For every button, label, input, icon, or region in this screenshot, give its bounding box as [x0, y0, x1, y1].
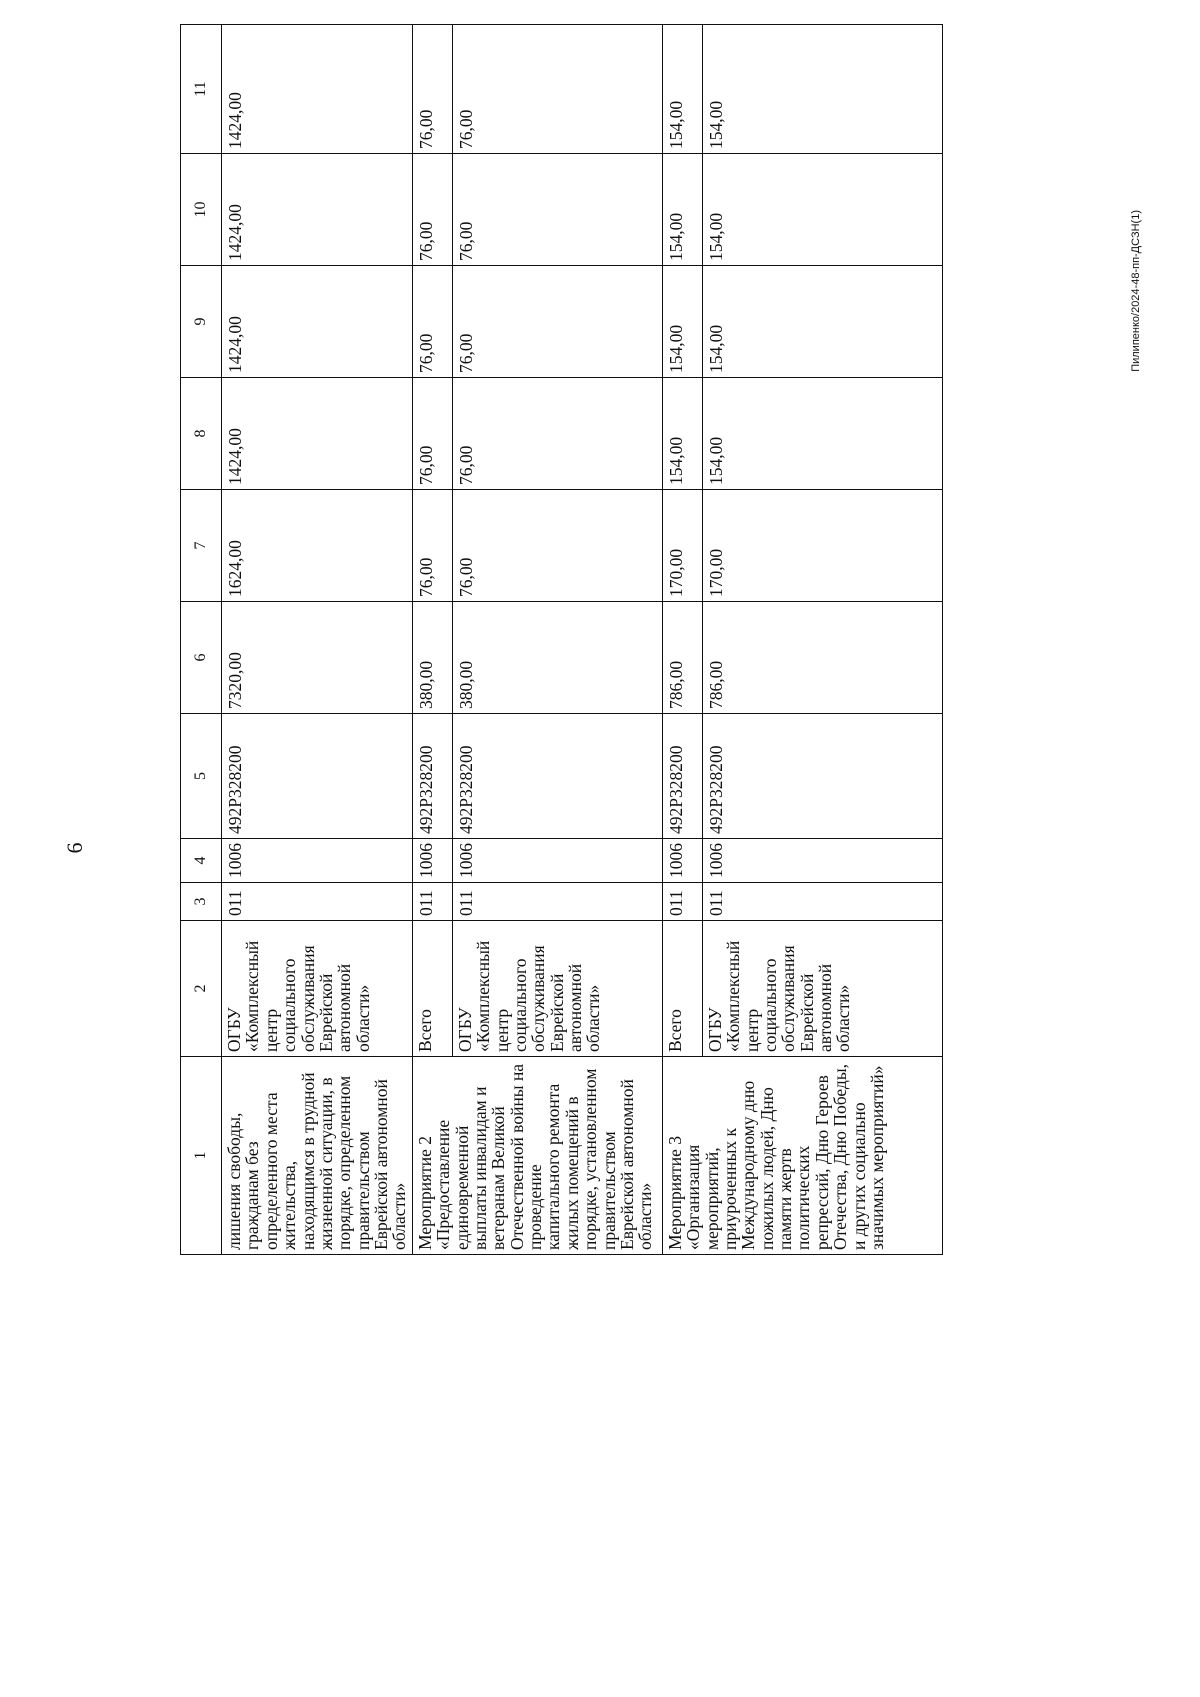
year-cell: 76,00 — [412, 154, 452, 266]
total-cell: 786,00 — [662, 602, 702, 714]
year-cell: 154,00 — [702, 154, 942, 266]
code-cell: 011 — [412, 883, 452, 921]
table-header-row — [181, 25, 222, 1255]
header-cell: 5 — [181, 714, 222, 839]
activity-cell: Мероприятие 2 «Предоставление единовременной выплаты инвалидам и ветеранам Великой Отечественной войны на проведение капитального ремонта жилых помещений в порядке, установленном правительством Еврейской автономной области» — [412, 1057, 662, 1255]
executor-cell: Всего — [412, 921, 452, 1057]
year-cell: 1424,00 — [222, 378, 413, 490]
table-row — [412, 25, 452, 1255]
year-cell: 76,00 — [452, 266, 662, 378]
header-cell: 11 — [181, 25, 222, 154]
year-cell: 1424,00 — [222, 25, 413, 154]
section-cell: 1006 — [452, 839, 662, 883]
table-row — [662, 25, 702, 1255]
year-cell: 154,00 — [662, 154, 702, 266]
year-cell: 170,00 — [702, 490, 942, 602]
rotated-table-container — [180, 25, 1035, 1255]
executor-cell: ОГБУ «Комплексный центр социального обслуживания Еврейской автономной области» — [702, 921, 942, 1057]
year-cell: 76,00 — [412, 25, 452, 154]
year-cell: 170,00 — [662, 490, 702, 602]
total-cell: 380,00 — [452, 602, 662, 714]
executor-cell: ОГБУ «Комплексный центр социального обслуживания Еврейской автономной области» — [452, 921, 662, 1057]
year-cell: 1624,00 — [222, 490, 413, 602]
table-row — [222, 25, 413, 1255]
year-cell: 76,00 — [452, 25, 662, 154]
year-cell: 1424,00 — [222, 154, 413, 266]
header-cell: 4 — [181, 839, 222, 883]
year-cell: 154,00 — [702, 266, 942, 378]
code-cell: 011 — [702, 883, 942, 921]
year-cell: 154,00 — [662, 266, 702, 378]
total-cell: 786,00 — [702, 602, 942, 714]
activity-cell: Мероприятие 3 «Организация мероприятий, приуроченных к Международному дню пожилых людей, Дню памяти жертв политических репрессий, Дню Героев Отечества, Дню Победы, и других социально значимых мероприятий» — [662, 1057, 942, 1255]
year-cell: 1424,00 — [222, 266, 413, 378]
page-number: 6 — [62, 842, 87, 854]
header-cell: 8 — [181, 378, 222, 490]
header-cell: 6 — [181, 602, 222, 714]
budget-table — [180, 24, 943, 1255]
header-cell: 7 — [181, 490, 222, 602]
target-code-cell: 492P328200 — [702, 714, 942, 839]
code-cell: 011 — [222, 883, 413, 921]
year-cell: 76,00 — [452, 490, 662, 602]
target-code-cell: 492P328200 — [412, 714, 452, 839]
footer-text: Пилипенко/2024-48-пп-ДСЗН(1) — [1130, 210, 1142, 372]
target-code-cell: 492P328200 — [222, 714, 413, 839]
header-cell: 10 — [181, 154, 222, 266]
header-cell: 3 — [181, 883, 222, 921]
target-code-cell: 492P328200 — [662, 714, 702, 839]
year-cell: 154,00 — [662, 25, 702, 154]
year-cell: 76,00 — [412, 490, 452, 602]
activity-cell: лишения свободы, гражданам без определенного места жительства, находящимся в трудной жизненной ситуации, в порядке, определенном правительством Еврейской автономной области» — [222, 1057, 413, 1255]
year-cell: 154,00 — [662, 378, 702, 490]
year-cell: 76,00 — [452, 154, 662, 266]
section-cell: 1006 — [662, 839, 702, 883]
header-cell: 9 — [181, 266, 222, 378]
target-code-cell: 492P328200 — [452, 714, 662, 839]
section-cell: 1006 — [412, 839, 452, 883]
total-cell: 380,00 — [412, 602, 452, 714]
executor-cell: ОГБУ «Комплексный центр социального обслуживания Еврейской автономной области» — [222, 921, 413, 1057]
year-cell: 76,00 — [412, 378, 452, 490]
code-cell: 011 — [452, 883, 662, 921]
header-cell: 1 — [181, 1057, 222, 1255]
total-cell: 7320,00 — [222, 602, 413, 714]
year-cell: 76,00 — [452, 378, 662, 490]
section-cell: 1006 — [222, 839, 413, 883]
code-cell: 011 — [662, 883, 702, 921]
year-cell: 76,00 — [412, 266, 452, 378]
executor-cell: Всего — [662, 921, 702, 1057]
year-cell: 154,00 — [702, 25, 942, 154]
header-cell: 2 — [181, 921, 222, 1057]
section-cell: 1006 — [702, 839, 942, 883]
year-cell: 154,00 — [702, 378, 942, 490]
